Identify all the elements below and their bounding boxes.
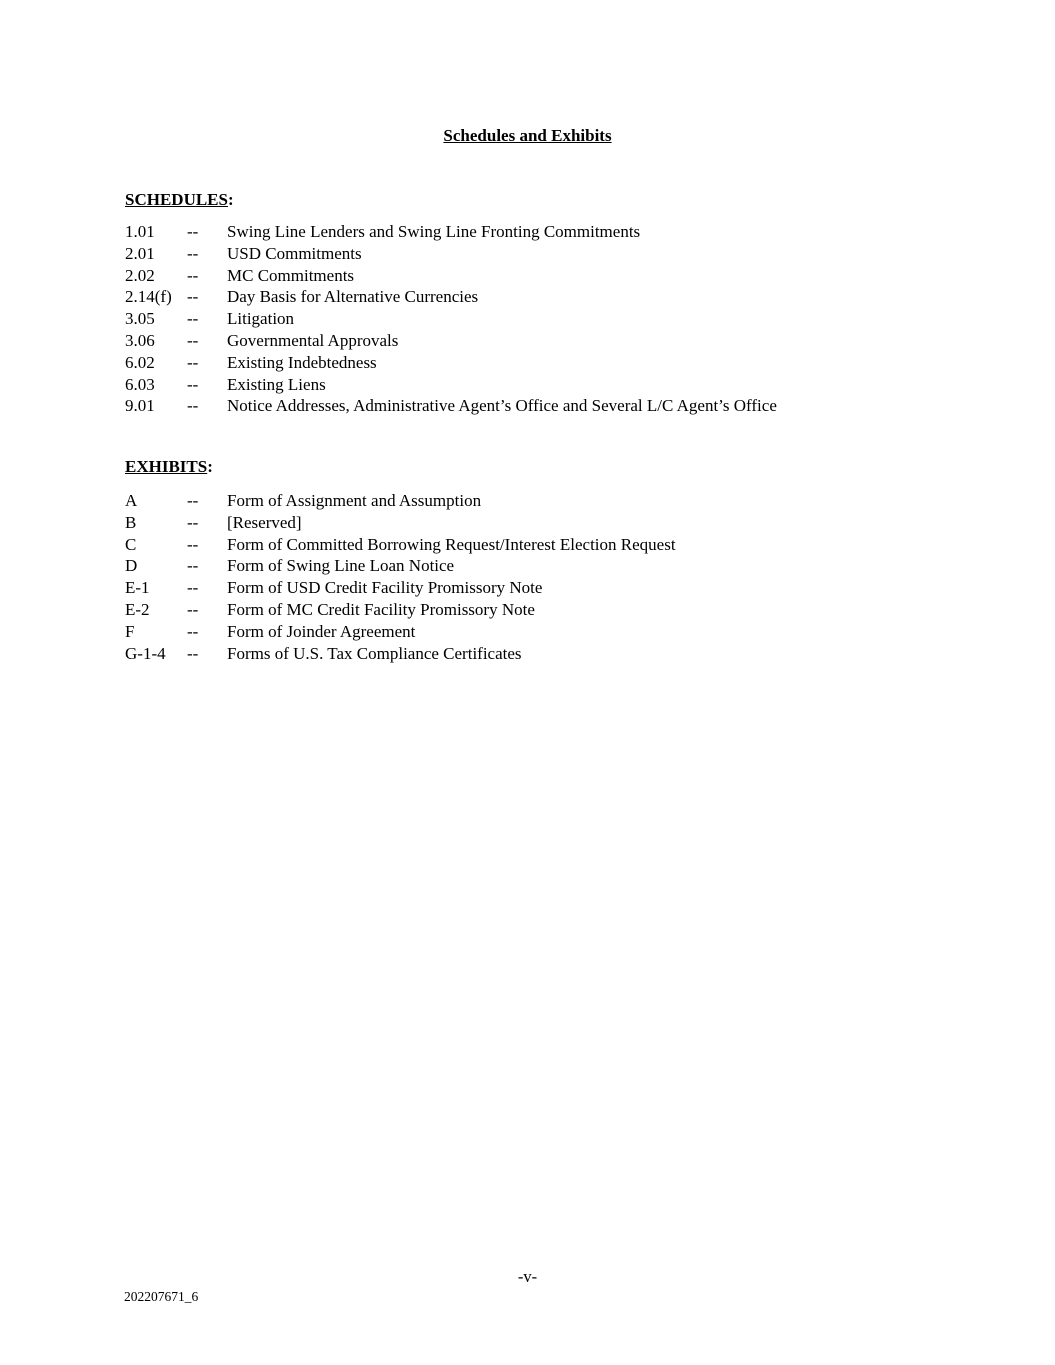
exhibit-row <box>125 643 676 665</box>
schedule-row <box>125 330 777 352</box>
row-separator: -- <box>187 396 199 416</box>
row-separator: -- <box>187 265 199 285</box>
schedule-row <box>125 374 777 396</box>
row-separator: -- <box>187 352 199 372</box>
exhibits-heading-colon: : <box>207 457 213 476</box>
row-label: Forms of U.S. Tax Compliance Certificates <box>227 643 522 663</box>
schedule-row <box>125 286 777 308</box>
schedule-row <box>125 221 777 243</box>
row-number: 6.03 <box>125 374 155 394</box>
document-id: 202207671_6 <box>124 1289 199 1304</box>
row-separator: -- <box>187 556 199 576</box>
row-number: A <box>125 491 138 510</box>
row-label: USD Commitments <box>227 243 362 263</box>
page-number: -v- <box>517 1267 538 1286</box>
row-label: Form of Committed Borrowing Request/Interest Election Request <box>227 534 676 554</box>
row-number: D <box>125 556 138 576</box>
row-number: E-2 <box>125 599 150 619</box>
row-separator: -- <box>187 309 199 329</box>
page-title-text: Schedules and Exhibits <box>443 126 612 145</box>
row-label: Form of USD Credit Facility Promissory Note <box>227 578 543 598</box>
exhibit-row <box>125 621 676 643</box>
row-separator: -- <box>187 578 199 598</box>
row-separator: -- <box>187 534 199 554</box>
row-separator: -- <box>187 243 199 263</box>
row-separator: -- <box>187 287 199 307</box>
exhibits-heading <box>125 457 213 477</box>
row-label: [Reserved] <box>227 512 302 532</box>
row-label: Form of Joinder Agreement <box>227 621 416 641</box>
row-separator: -- <box>187 222 199 241</box>
row-label: Form of MC Credit Facility Promissory Note <box>227 599 535 619</box>
row-number: E-1 <box>125 578 150 598</box>
schedules-heading-colon: : <box>227 190 234 209</box>
row-separator: -- <box>187 330 199 350</box>
row-separator: -- <box>187 599 199 619</box>
exhibit-row <box>125 490 676 512</box>
row-number: 3.06 <box>125 330 155 350</box>
exhibit-row <box>125 534 676 556</box>
row-number: 9.01 <box>125 396 155 416</box>
row-label: Existing Liens <box>227 374 326 394</box>
schedule-row <box>125 265 777 287</box>
row-number: G-1-4 <box>125 643 166 663</box>
row-number: 2.01 <box>125 243 155 263</box>
row-number: 6.02 <box>125 352 155 372</box>
row-label: MC Commitments <box>227 265 355 285</box>
row-label: Swing Line Lenders and Swing Line Fronting Commitments <box>227 222 641 241</box>
exhibit-row <box>125 577 676 599</box>
schedules-list <box>125 221 777 417</box>
exhibits-list <box>125 490 676 664</box>
exhibit-row <box>125 599 676 621</box>
exhibit-row <box>125 555 676 577</box>
row-label: Form of Swing Line Loan Notice <box>227 556 455 576</box>
row-label: Form of Assignment and Assumption <box>227 491 482 510</box>
exhibits-heading-text: EXHIBITS <box>125 457 208 476</box>
row-number: 2.14(f) <box>125 287 172 307</box>
row-separator: -- <box>187 621 199 641</box>
page-title <box>0 126 1055 146</box>
schedule-row <box>125 352 777 374</box>
row-label: Day Basis for Alternative Currencies <box>227 287 479 307</box>
row-separator: -- <box>187 491 199 510</box>
row-label: Governmental Approvals <box>227 330 399 350</box>
row-label: Litigation <box>227 309 295 329</box>
exhibit-row <box>125 512 676 534</box>
row-label: Notice Addresses, Administrative Agent’s Office and Several L/C Agent’s Office <box>227 396 777 416</box>
schedules-heading-text: SCHEDULES <box>125 190 228 209</box>
row-label: Existing Indebtedness <box>227 352 377 372</box>
row-number: 3.05 <box>125 309 155 329</box>
row-separator: -- <box>187 643 199 663</box>
schedule-row <box>125 308 777 330</box>
row-number: 2.02 <box>125 265 155 285</box>
row-number: F <box>125 621 135 641</box>
row-separator: -- <box>187 374 199 394</box>
row-number: C <box>125 534 137 554</box>
row-separator: -- <box>187 512 199 532</box>
schedule-row <box>125 243 777 265</box>
schedules-heading <box>125 190 234 210</box>
row-number: 1.01 <box>125 222 155 241</box>
schedule-row <box>125 395 777 417</box>
row-number: B <box>125 512 137 532</box>
